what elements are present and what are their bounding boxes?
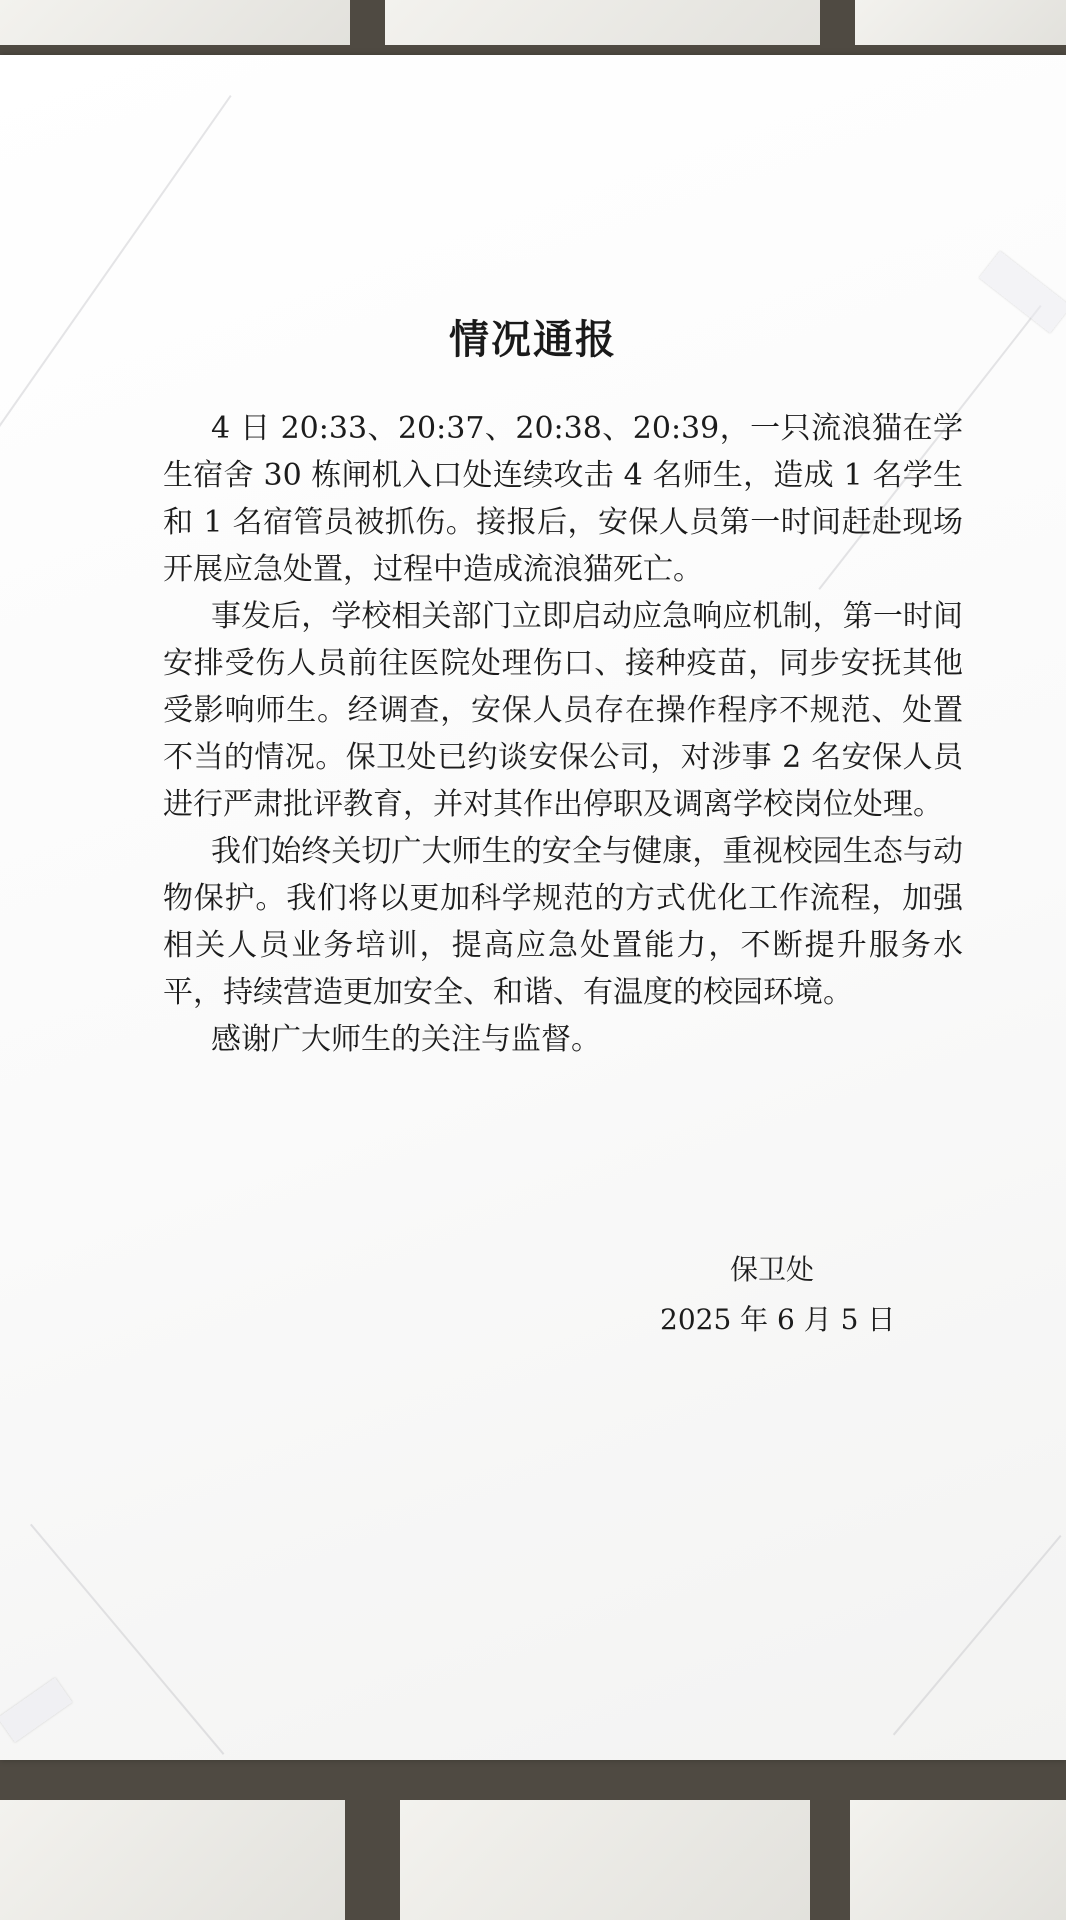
tape-strip (0, 1678, 72, 1743)
signature-block (600, 1245, 900, 1345)
notice-body (163, 405, 963, 1063)
wall-tile (400, 1800, 810, 1920)
notice-paragraph: 我们始终关切广大师生的安全与健康，重视校园生态与动物保护。我们将以更加科学规范的方式优化工作流程，加强相关人员业务培训，提高应急处置能力，不断提升服务水平，持续营造更加安全、和谐、有温度的校园环境。 (163, 834, 963, 1010)
wall-tile (385, 0, 820, 48)
paper-fold-crease (30, 1524, 224, 1755)
notice-paragraph: 事发后，学校相关部门立即启动应急响应机制，第一时间安排受伤人员前往医院处理伤口、接种疫苗，同步安抚其他受影响师生。经调查，安保人员存在操作程序不规范、处置不当的情况。保卫处已约谈安保公司，对涉事 2 名安保人员进行严肃批评教育，并对其作出停职及调离学校岗位处理。 (163, 599, 963, 822)
tile-grout (810, 1760, 850, 1920)
issuing-department: 保卫处 (730, 1253, 815, 1286)
notice-paragraph: 感谢广大师生的关注与监督。 (211, 1022, 601, 1057)
paper-fold-crease (893, 1535, 1062, 1735)
wall-tile (855, 0, 1066, 48)
wall-tile (0, 0, 350, 48)
tile-grout (0, 1760, 1066, 1800)
notice-title: 情况通报 (449, 316, 617, 363)
wall-tile (850, 1800, 1066, 1920)
tile-grout (345, 1760, 400, 1920)
paper-fold-crease (0, 95, 232, 440)
wall-tile (0, 1800, 345, 1920)
notice-paragraph: 4 日 20:33、20:37、20:38、20:39，一只流浪猫在学生宿舍 30 栋闸机入口处连续攻击 4 名师生，造成 1 名学生和 1 名宿管员被抓伤。接报后，安保人员第一时间赶赴现场开展应急处置，过程中造成流浪猫死亡。 (163, 411, 963, 587)
issue-date: 2025 年 6 月 5 日 (660, 1303, 896, 1336)
